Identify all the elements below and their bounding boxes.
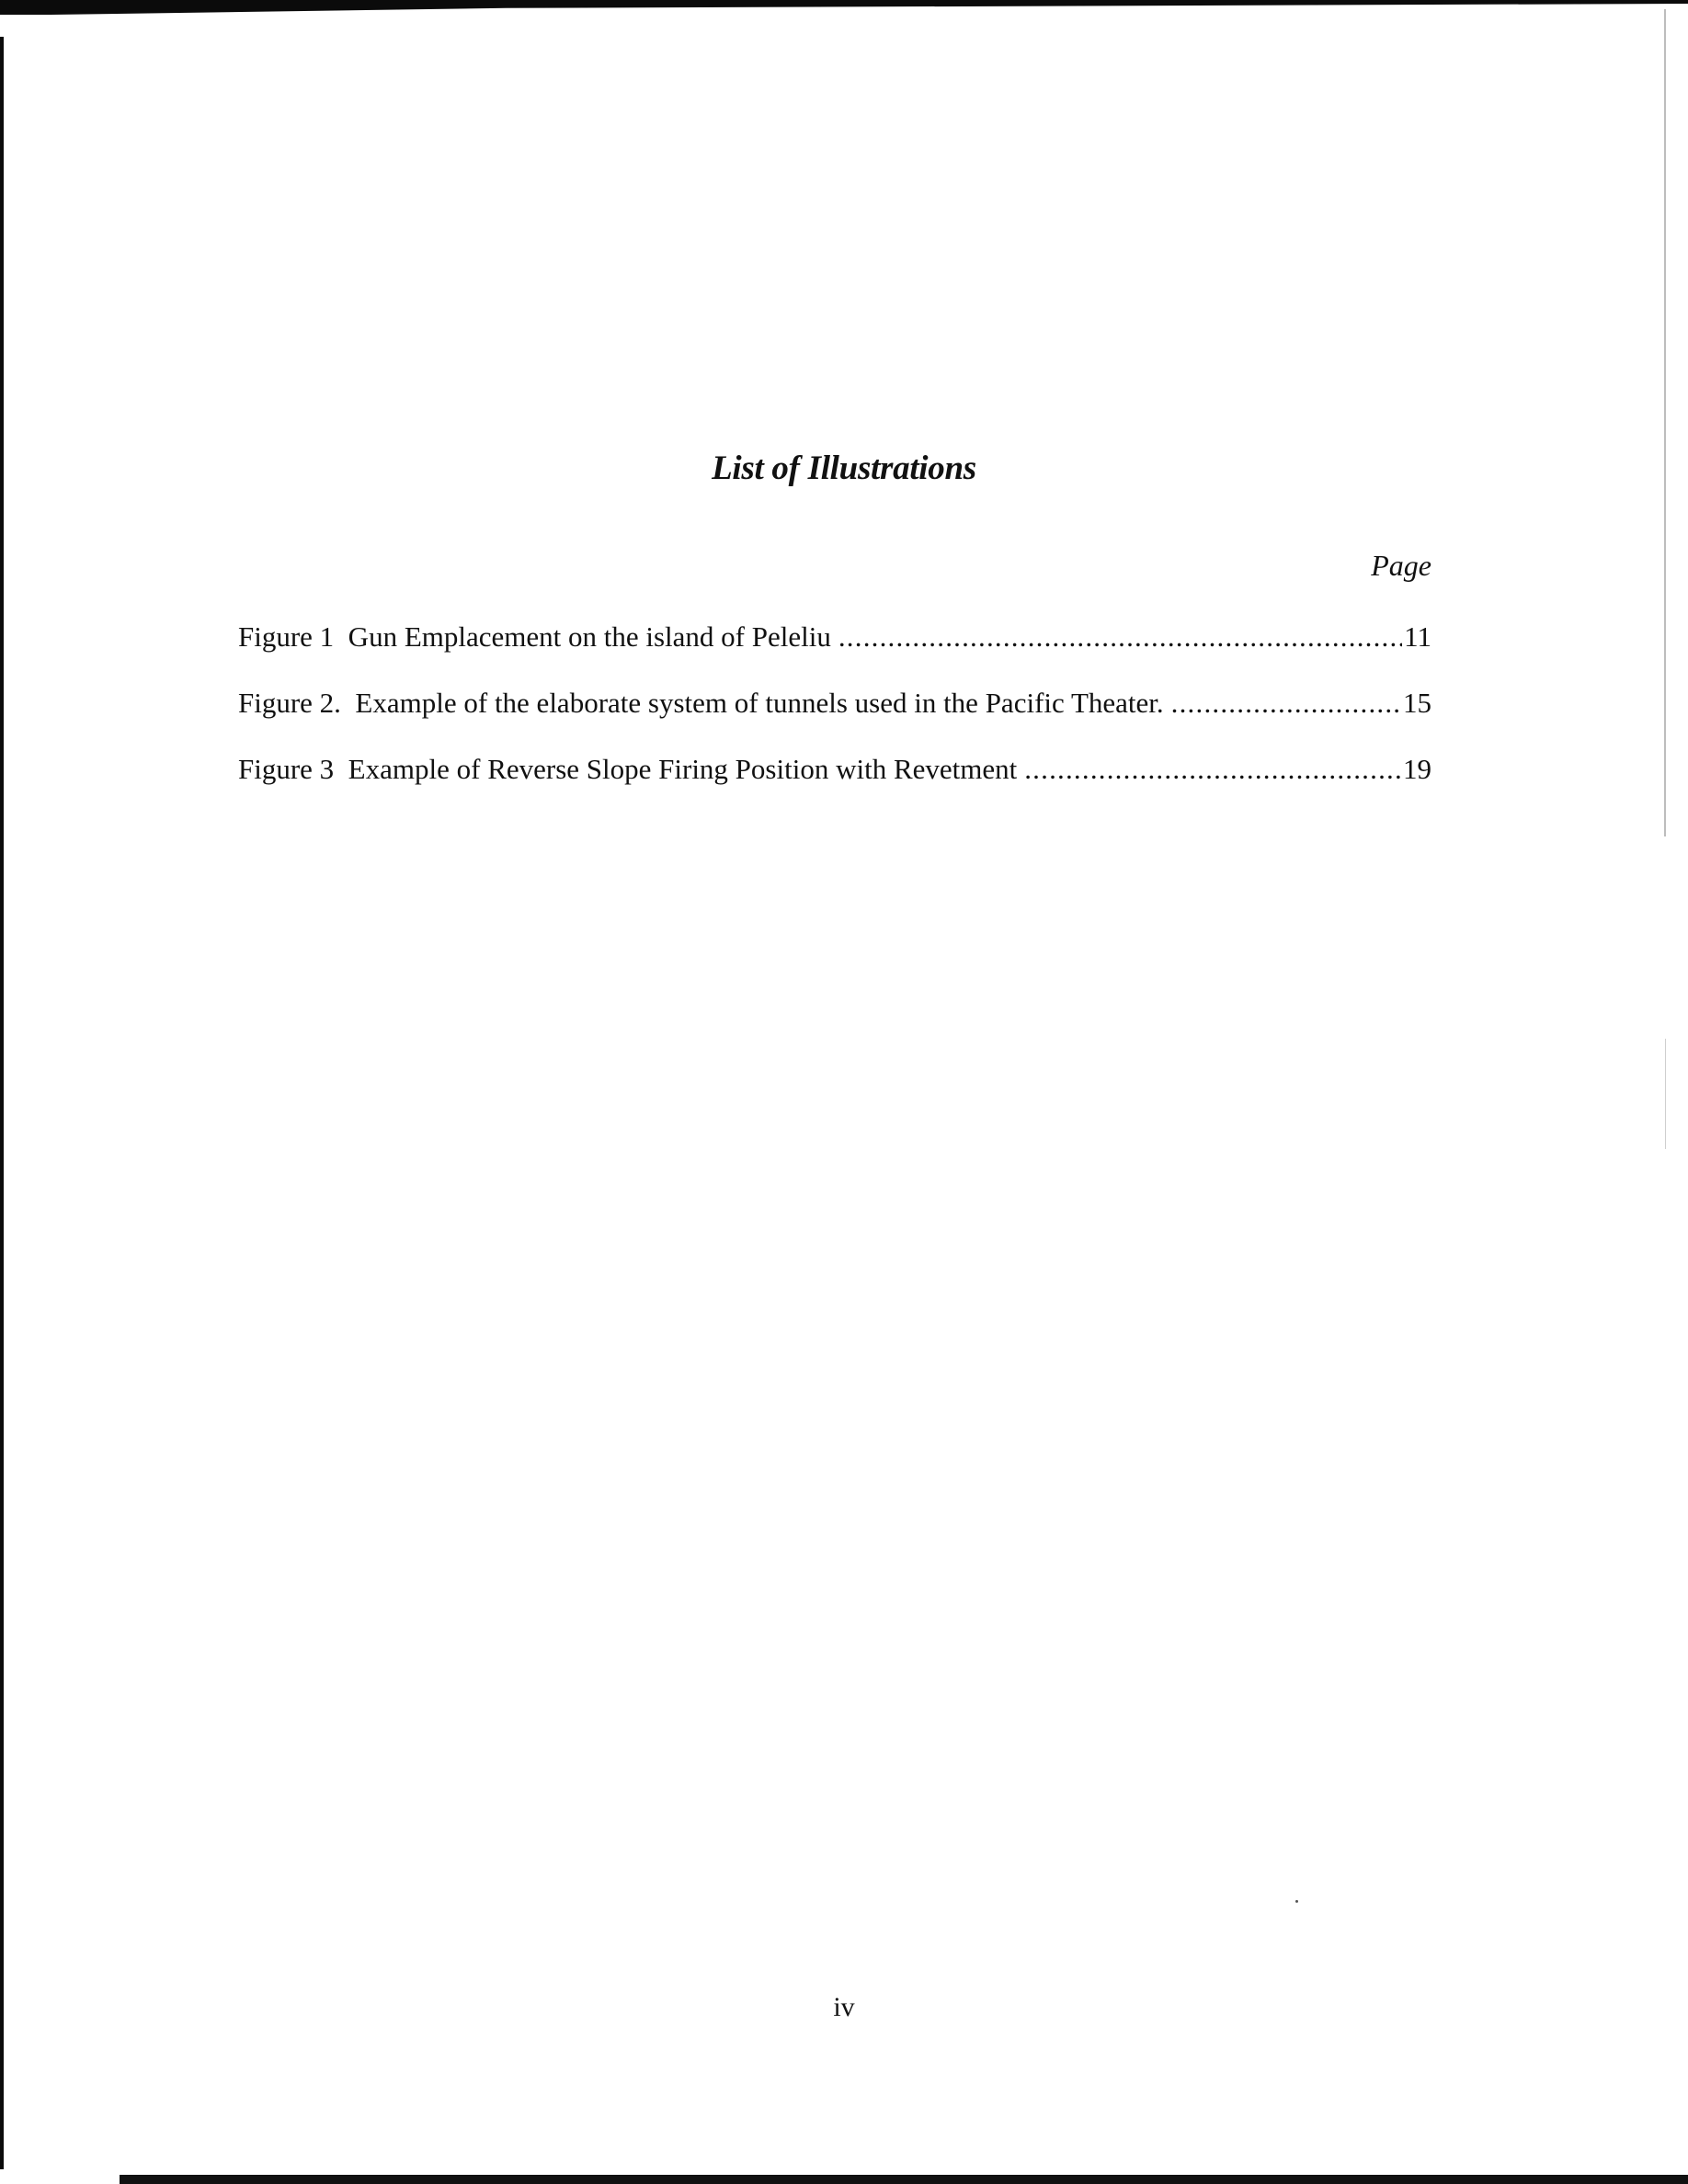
entry-label: Figure 2. Example of the elaborate system of tunnels used in the Pacific Theater.	[238, 687, 1164, 719]
page-column-header: Page	[1371, 549, 1431, 582]
entry-page-number: 19	[1403, 753, 1431, 785]
dot-leader	[838, 619, 1402, 655]
scan-top-border	[0, 0, 1688, 15]
illustrations-list	[238, 619, 1431, 817]
entry-page-number: 11	[1404, 620, 1431, 653]
scan-left-border	[0, 37, 4, 2169]
list-item-figure-1[interactable]	[238, 619, 1431, 685]
scan-bottom-border	[120, 2175, 1688, 2184]
scan-right-mark	[1665, 1039, 1666, 1149]
scan-speck	[1295, 1900, 1298, 1903]
dot-leader	[1024, 751, 1401, 788]
page-number-footer: iv	[833, 1992, 855, 2022]
entry-page-number: 15	[1403, 687, 1431, 719]
scan-right-border	[1664, 9, 1666, 836]
dot-leader	[1171, 685, 1401, 722]
entry-label: Figure 3 Example of Reverse Slope Firing Position with Revetment	[238, 753, 1018, 785]
list-item-figure-2[interactable]	[238, 685, 1431, 751]
list-item-figure-3[interactable]	[238, 751, 1431, 817]
entry-label: Figure 1 Gun Emplacement on the island of Peleliu	[238, 620, 831, 653]
page-title: List of Illustrations	[712, 449, 976, 487]
